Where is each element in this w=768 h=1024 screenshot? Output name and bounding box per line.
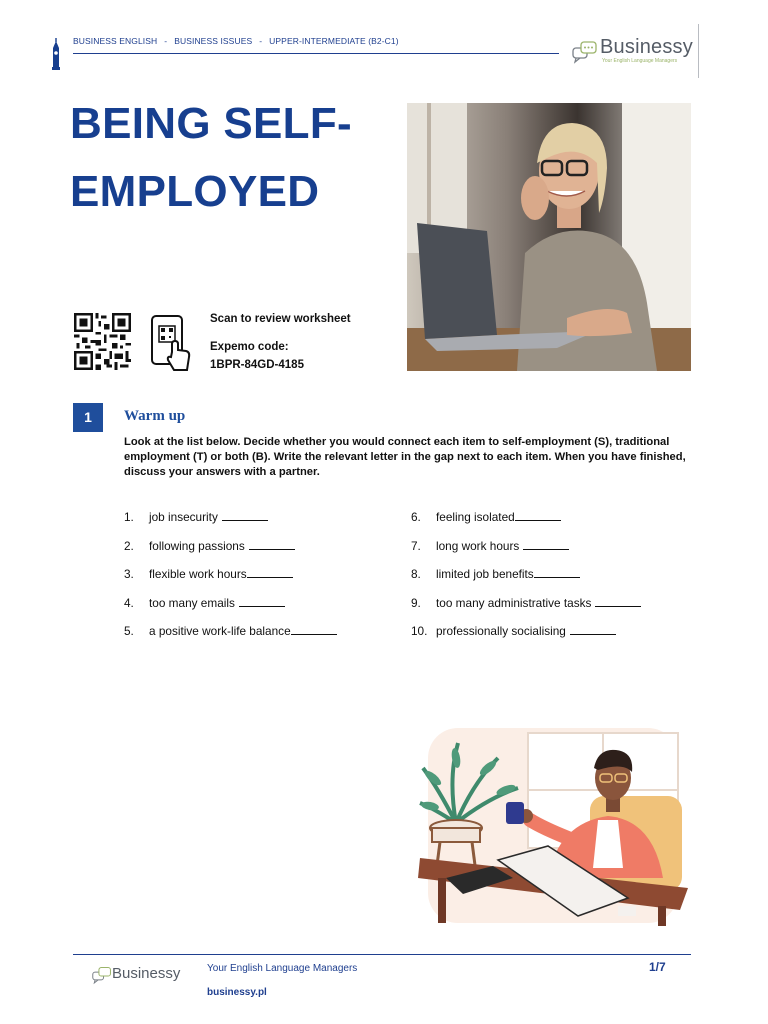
items-column-right [411,509,641,652]
header-divider [73,53,559,54]
list-item [124,595,337,624]
breadcrumb-difficulty: UPPER-INTERMEDIATE (B2-C1) [269,36,399,46]
item-number: 5. [124,624,134,639]
answer-gap[interactable] [515,509,561,521]
item-text: a positive work-life balance [149,624,291,639]
item-text: job insecurity [149,510,218,524]
item-number: 7. [411,538,421,553]
big-ben-icon [50,38,62,70]
chat-bubbles-logo-icon [92,966,112,986]
item-text: limited job benefits [436,567,534,582]
footer-website-link[interactable]: businessy.pl [207,987,267,998]
item-text: too many administrative tasks [436,595,592,610]
list-item [411,595,641,624]
woman-laptop-photo [407,103,691,371]
businessy-logo [572,36,696,68]
item-number: 6. [411,510,421,524]
item-number: 10. [411,624,428,639]
answer-gap[interactable] [595,595,641,607]
answer-gap[interactable] [239,595,285,607]
phone-scan-icon [150,314,192,372]
list-item [124,538,337,567]
section-instructions: Look at the list below. Decide whether you would connect each item to self-employment (S), traditional employment (T) or both (B). Write the relevant letter in the gap next to each item. When you have finished, discuss your answers with a partner. [124,436,686,478]
item-number: 8. [411,567,421,582]
item-text: too many emails [149,595,235,610]
item-text: following passions [149,538,245,553]
page-number: 1/7 [649,960,666,974]
breadcrumb-separator: - [259,36,263,46]
chat-bubbles-logo-icon [572,40,598,66]
answer-gap[interactable] [570,623,616,635]
answer-gap[interactable] [247,566,293,578]
item-text: long work hours [436,538,520,553]
items-column-left [124,509,337,652]
man-at-desk-illustration [418,728,688,928]
breadcrumb-separator: - [164,36,168,46]
answer-gap[interactable] [222,509,268,521]
breadcrumb-level: BUSINESS ENGLISH [73,36,158,46]
title-line-1: BEING SELF- [70,99,352,148]
item-text: feeling isolated [436,510,515,524]
expemo-code-label: Expemo code: [210,341,289,353]
list-item [124,566,337,595]
list-item [411,538,641,567]
item-text: flexible work hours [149,567,247,582]
item-number: 4. [124,595,134,610]
title-line-2: EMPLOYED [70,167,320,216]
item-number: 3. [124,567,134,582]
list-item [124,509,337,538]
breadcrumb-topic: BUSINESS ISSUES [174,36,253,46]
item-number: 2. [124,538,134,553]
list-item [411,509,641,538]
expemo-code: 1BPR-84GD-4185 [210,359,304,371]
item-number: 9. [411,595,421,610]
answer-gap[interactable] [523,538,569,550]
item-text: professionally socialising [436,624,566,639]
list-item [411,566,641,595]
header-vertical-rule [698,24,699,78]
list-item [411,623,641,652]
footer-divider [73,954,691,955]
footer-businessy-logo [92,963,192,989]
answer-gap[interactable] [291,623,337,635]
list-item [124,623,337,652]
breadcrumb [73,36,399,46]
logo-wordmark: Businessy [600,36,693,58]
section-number-badge: 1 [73,403,103,432]
qr-code[interactable] [73,313,132,370]
answer-gap[interactable] [249,538,295,550]
item-number: 1. [124,510,134,524]
scan-instruction: Scan to review worksheet [210,313,351,325]
logo-tagline: Your English Language Managers [602,58,678,64]
answer-gap[interactable] [534,566,580,578]
page-title [70,90,390,226]
section-title: Warm up [124,408,186,424]
footer-tagline: Your English Language Managers [207,963,358,974]
footer-logo-wordmark: Businessy [112,965,181,982]
